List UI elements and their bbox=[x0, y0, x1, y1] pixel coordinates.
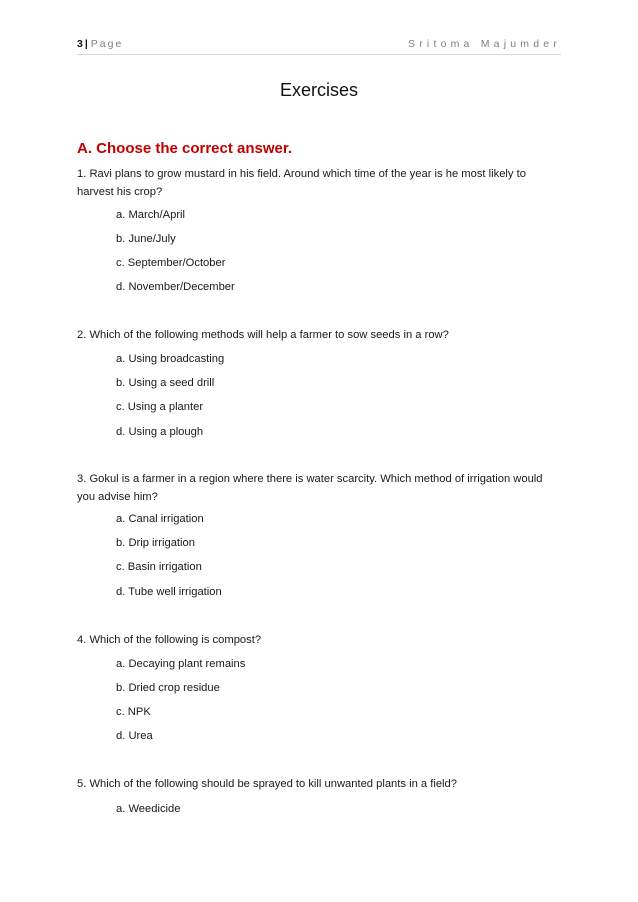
question-2-option-a: a. Using broadcasting bbox=[116, 353, 225, 365]
section-heading: A. Choose the correct answer. bbox=[77, 140, 293, 157]
question-3-option-c: c. Basin irrigation bbox=[116, 561, 202, 573]
question-4-option-a: a. Decaying plant remains bbox=[116, 658, 246, 670]
question-3-option-a: a. Canal irrigation bbox=[116, 513, 204, 525]
question-3-option-b: b. Drip irrigation bbox=[116, 537, 195, 549]
question-5: 5. Which of the following should be sprayed to kill unwanted plants in a field? bbox=[77, 778, 457, 790]
question-4-option-d: d. Urea bbox=[116, 730, 153, 742]
page-label: Page bbox=[90, 38, 124, 50]
question-1-option-b: b. June/July bbox=[116, 233, 176, 245]
question-2-option-c: c. Using a planter bbox=[116, 401, 204, 413]
question-1-option-a: a. March/April bbox=[116, 209, 186, 221]
page-header bbox=[77, 36, 561, 55]
question-4-option-b: b. Dried crop residue bbox=[116, 682, 220, 694]
question-4: 4. Which of the following is compost? bbox=[77, 634, 262, 646]
question-3: 3. Gokul is a farmer in a region where there is water scarcity. Which method of irrigation would you advise him? bbox=[77, 473, 543, 503]
question-2-option-d: d. Using a plough bbox=[116, 426, 204, 438]
page-number-label bbox=[77, 38, 123, 50]
question-1-option-c: c. September/October bbox=[116, 257, 226, 269]
question-3-option-d: d. Tube well irrigation bbox=[116, 586, 222, 598]
header-separator: | bbox=[84, 38, 88, 50]
page-number: 3 bbox=[77, 38, 83, 50]
question-4-option-c: c. NPK bbox=[116, 706, 151, 718]
question-1-option-d: d. November/December bbox=[116, 281, 235, 293]
question-1: 1. Ravi plans to grow mustard in his field. Around which time of the year is he most likely to harvest his crop? bbox=[77, 168, 526, 198]
page-title: Exercises bbox=[279, 80, 359, 100]
question-2: 2. Which of the following methods will help a farmer to sow seeds in a row? bbox=[77, 329, 449, 341]
author-name: Sritoma Majumder bbox=[408, 38, 561, 50]
question-5-option-a: a. Weedicide bbox=[116, 803, 181, 815]
question-2-option-b: b. Using a seed drill bbox=[116, 377, 215, 389]
